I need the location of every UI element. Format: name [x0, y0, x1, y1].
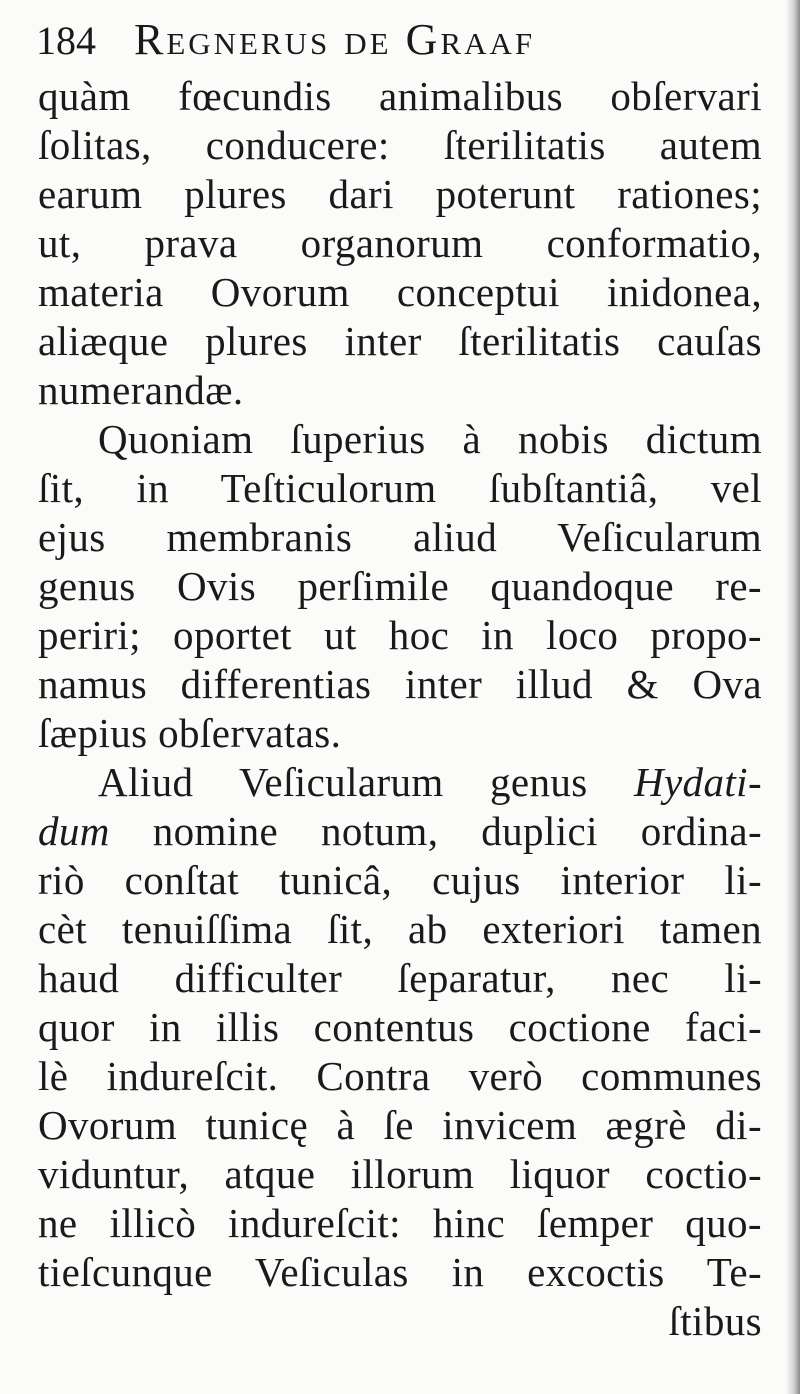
- text-segment: ut, prava organorum conformatio,: [38, 220, 762, 266]
- text-line: [38, 1003, 762, 1052]
- text-segment: materia Ovorum conceptui inidonea,: [38, 269, 762, 315]
- text-line: [38, 268, 762, 317]
- text-segment: nomine notum, duplici ordina-: [109, 808, 762, 854]
- text-segment: Ovorum tunicę à ſe invicem ægrè di-: [38, 1102, 762, 1148]
- text-segment: quor in illis contentus coctione faci-: [38, 1004, 762, 1050]
- text-segment: aliæque plures inter ſterilitatis cauſas: [38, 318, 762, 364]
- text-segment: earum plures dari poterunt rationes;: [38, 171, 762, 217]
- text-line: [38, 1101, 762, 1150]
- text-line: [38, 464, 762, 513]
- italic-segment: dum: [38, 808, 110, 854]
- text-segment: numerandæ.: [38, 367, 244, 413]
- text-segment: quàm fœcundis animalibus obſervari: [38, 73, 762, 119]
- page-edge-shadow: [786, 0, 800, 1394]
- text-segment: ſolitas, conducere: ſterilitatis autem: [38, 122, 762, 168]
- text-segment: cèt tenuiſſima ſit, ab exteriori tamen: [38, 906, 762, 952]
- text-line: [38, 905, 762, 954]
- text-line: [38, 219, 762, 268]
- text-segment: ſæpius obſervatas.: [38, 710, 342, 756]
- text-line: [38, 170, 762, 219]
- text-line: [38, 1150, 762, 1199]
- text-segment: viduntur, atque illorum liquor coctio-: [38, 1151, 762, 1197]
- text-line: [38, 1052, 762, 1101]
- text-segment: Quoniam ſuperius à nobis dictum: [98, 416, 762, 462]
- text-line: [38, 513, 762, 562]
- italic-segment: Hydati-: [633, 759, 762, 805]
- text-segment: riò conſtat tunicâ, cujus interior li-: [38, 857, 762, 903]
- text-segment: Aliud Veſicularum genus: [98, 759, 634, 805]
- text-segment: haud difficulter ſeparatur, nec li-: [38, 955, 762, 1001]
- text-line: [38, 366, 762, 415]
- text-segment: lè indureſcit. Contra verò communes: [38, 1053, 762, 1099]
- text-line: [38, 758, 762, 807]
- text-line: [38, 856, 762, 905]
- text-line: [38, 954, 762, 1003]
- text-line: [38, 807, 762, 856]
- body-text: [38, 72, 762, 1346]
- text-line: [38, 415, 762, 464]
- text-segment: genus Ovis perſimile quandoque re-: [38, 563, 762, 609]
- running-title: Regnerus de Graaf: [134, 15, 536, 64]
- text-segment: ejus membranis aliud Veſicularum: [38, 514, 762, 560]
- text-line: [38, 660, 762, 709]
- text-segment: ſit, in Teſticulorum ſubſtantiâ, vel: [38, 465, 762, 511]
- text-line: [38, 1297, 762, 1346]
- text-line: [38, 317, 762, 366]
- running-head: [36, 14, 535, 74]
- page-number: 184: [36, 18, 96, 63]
- text-line: [38, 709, 762, 758]
- text-line: [38, 72, 762, 121]
- text-segment: ne illicò indureſcit: hinc ſemper quo-: [38, 1200, 762, 1246]
- text-line: [38, 1248, 762, 1297]
- text-segment: ſtibus: [668, 1298, 762, 1344]
- text-line: [38, 611, 762, 660]
- text-segment: tieſcunque Veſiculas in excoctis Te-: [38, 1249, 762, 1295]
- text-line: [38, 1199, 762, 1248]
- text-segment: namus differentias inter illud & Ova: [38, 661, 762, 707]
- text-line: [38, 562, 762, 611]
- text-segment: periri; oportet ut hoc in loco propo-: [38, 612, 762, 658]
- text-line: [38, 121, 762, 170]
